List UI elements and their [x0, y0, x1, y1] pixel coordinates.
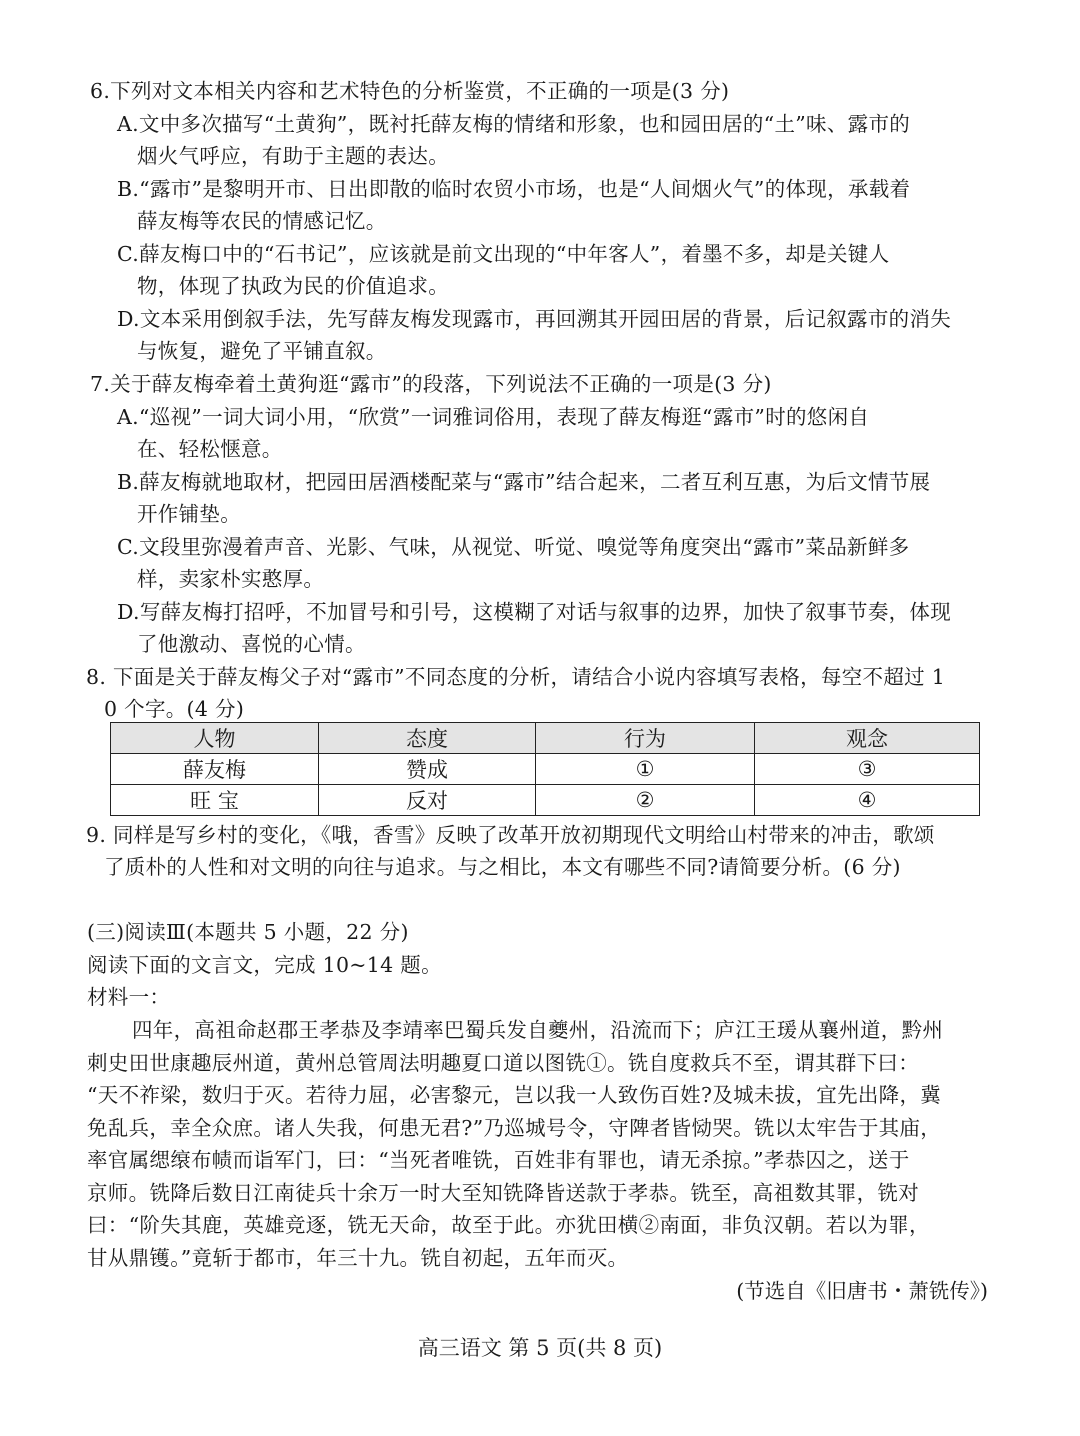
- q7-option-a: A.“巡视”一词大词小用，“欣赏”一词雅词俗用，表现了薛友梅逛“露市”时的悠闲自: [117, 405, 870, 429]
- table-cell: ④: [755, 785, 980, 816]
- q7-option-b: B.薛友梅就地取材，把园田居酒楼配菜与“露市”结合起来，二者互利互惠，为后文情节展: [117, 470, 931, 494]
- q6-option-b: B.“露市”是黎明开市、日出即散的临时农贸小市场，也是“人间烟火气”的体现，承载着: [117, 177, 911, 201]
- passage-line: 四年，高祖命赵郡王孝恭及李靖率巴蜀兵发自夔州，沿流而下；庐江王瑗从襄州道，黔州: [132, 1018, 944, 1042]
- table-cell: ②: [536, 785, 755, 816]
- passage-line: 率官属缌缞布帻而诣军门，曰：“当死者唯铣，百姓非有罪也，请无杀掠。”孝恭囚之，送于: [87, 1148, 910, 1172]
- q8-stem-cont: 0 个字。(4 分): [104, 697, 245, 721]
- table-header-row: [111, 723, 980, 754]
- table-cell: ③: [755, 754, 980, 785]
- q6-option-a: A.文中多次描写“土黄狗”，既衬托薛友梅的情绪和形象，也和园田居的“土”味、露市的: [117, 112, 911, 136]
- q6-option-b-cont: 薛友梅等农民的情感记忆。: [137, 209, 387, 233]
- table-cell: 薛友梅: [111, 754, 319, 785]
- passage-line: 刺史田世康趣辰州道，黄州总管周法明趣夏口道以图铣①。铣自度救兵不至，谓其群下曰：: [87, 1051, 919, 1075]
- q7-stem: 7.关于薛友梅牵着土黄狗逛“露市”的段落，下列说法不正确的一项是(3 分): [90, 372, 772, 396]
- passage-line: 免乱兵，幸全众庶。诸人失我，何患无君?”乃巡城号令，守陴者皆恸哭。铣以太牢告于其庙，: [87, 1116, 942, 1140]
- attitude-table: [110, 722, 980, 816]
- table-cell: 赞成: [319, 754, 536, 785]
- table-cell: 旺 宝: [111, 785, 319, 816]
- q6-stem: 6.下列对文本相关内容和艺术特色的分析鉴赏，不正确的一项是(3 分): [90, 79, 730, 103]
- q7-option-c: C.文段里弥漫着声音、光影、气味，从视觉、听觉、嗅觉等角度突出“露市”菜品新鲜多: [117, 535, 910, 559]
- passage-line: “天不祚梁，数归于灭。若待力屈，必害黎元，岂以我一人致伤百姓?及城未拔，宜先出降，冀: [87, 1083, 942, 1107]
- passage-line: 甘从鼎镬。”竟斩于都市，年三十九。铣自初起，五年而灭。: [87, 1246, 629, 1270]
- passage-line: 曰：“阶失其鹿，英雄竞逐，铣无天命，故至于此。亦犹田横②南面，非负汉朝。若以为罪，: [87, 1213, 930, 1237]
- section-title: (三)阅读Ⅲ(本题共 5 小题，22 分): [87, 920, 409, 944]
- q6-option-d: D.文本采用倒叙手法，先写薛友梅发现露市，再回溯其开园田居的背景，后记叙露市的消失: [117, 307, 952, 331]
- q7-option-b-cont: 开作铺垫。: [137, 502, 241, 526]
- q7-option-c-cont: 样，卖家朴实憨厚。: [137, 567, 325, 591]
- q7-option-d-cont: 了他激动、喜悦的心情。: [137, 632, 366, 656]
- table-header-cell: 态度: [319, 723, 536, 754]
- q6-option-c-cont: 物，体现了执政为民的价值追求。: [137, 274, 449, 298]
- table-header-cell: 观念: [755, 723, 980, 754]
- material-label: 材料一：: [87, 985, 171, 1009]
- q7-option-a-cont: 在、轻松惬意。: [137, 437, 283, 461]
- table-row: [111, 754, 980, 785]
- table-header-cell: 行为: [536, 723, 755, 754]
- q9-stem-cont: 了质朴的人性和对文明的向往与追求。与之相比，本文有哪些不同?请简要分析。(6 分): [104, 855, 901, 879]
- section-instruction: 阅读下面的文言文，完成 10~14 题。: [87, 953, 442, 977]
- q6-option-c: C.薛友梅口中的“石书记”，应该就是前文出现的“中年客人”，着墨不多，却是关键人: [117, 242, 890, 266]
- table-cell: 反对: [319, 785, 536, 816]
- passage-line: 京师。铣降后数日江南徒兵十余万一时大至知铣降皆送款于孝恭。铣至，高祖数其罪，铣对: [87, 1181, 919, 1205]
- q8-stem: 8. 下面是关于薛友梅父子对“露市”不同态度的分析，请结合小说内容填写表格，每空不超过 1: [86, 665, 946, 689]
- q6-option-a-cont: 烟火气呼应，有助于主题的表达。: [137, 144, 449, 168]
- q6-option-d-cont: 与恢复，避免了平铺直叙。: [137, 339, 387, 363]
- page-footer: 高三语文 第 5 页(共 8 页): [417, 1336, 663, 1360]
- table-header-cell: 人物: [111, 723, 319, 754]
- table-cell: ①: [536, 754, 755, 785]
- passage-source: (节选自《旧唐书・萧铣传》): [736, 1279, 988, 1303]
- table-row: [111, 785, 980, 816]
- q9-stem: 9. 同样是写乡村的变化，《哦，香雪》反映了改革开放初期现代文明给山村带来的冲击，歌颂: [86, 823, 935, 847]
- q7-option-d: D.写薛友梅打招呼，不加冒号和引号，这模糊了对话与叙事的边界，加快了叙事节奏，体现: [117, 600, 952, 624]
